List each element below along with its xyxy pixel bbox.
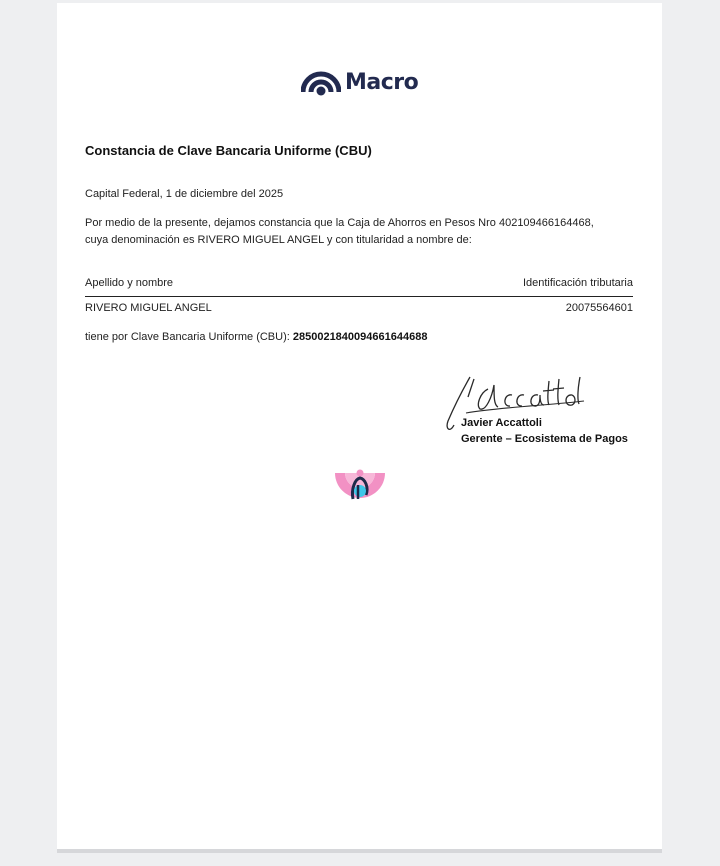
header-tax-id: Identificación tributaria bbox=[522, 277, 633, 289]
page-bottom-edge bbox=[57, 849, 662, 853]
row-tax-id: 20075564601 bbox=[565, 302, 633, 314]
place-date: Capital Federal, 1 de diciembre del 2025 bbox=[85, 188, 284, 200]
table-header bbox=[85, 275, 633, 297]
signer-block bbox=[461, 415, 628, 447]
macro-logo-icon bbox=[301, 67, 341, 97]
signature-handwriting-text: Accattoli bbox=[442, 371, 446, 372]
body-line-2: cuya denominación es RIVERO MIGUEL ANGEL y con titularidad a nombre de: bbox=[85, 234, 472, 246]
cbu-prefix: tiene por Clave Bancaria Uniforme (CBU): bbox=[85, 331, 293, 343]
macro-logo bbox=[301, 67, 418, 97]
macro-logo-text: Macro bbox=[345, 69, 419, 95]
accessibility-badge-icon bbox=[333, 469, 387, 505]
document-page bbox=[57, 3, 662, 849]
cbu-value: 2850021840094661644688 bbox=[292, 331, 428, 343]
document-title: Constancia de Clave Bancaria Uniforme (CBU) bbox=[85, 143, 372, 158]
row-name: RIVERO MIGUEL ANGEL bbox=[85, 302, 212, 314]
table-row bbox=[85, 300, 633, 318]
signer-name: Javier Accattoli bbox=[461, 417, 542, 429]
cbu-line bbox=[85, 331, 427, 343]
body-line-1: Por medio de la presente, dejamos constancia que la Caja de Ahorros en Pesos Nro 402109466164468, bbox=[85, 217, 594, 229]
body-paragraph bbox=[85, 215, 625, 249]
signer-role: Gerente – Ecosistema de Pagos bbox=[461, 433, 628, 445]
header-name: Apellido y nombre bbox=[85, 277, 174, 289]
